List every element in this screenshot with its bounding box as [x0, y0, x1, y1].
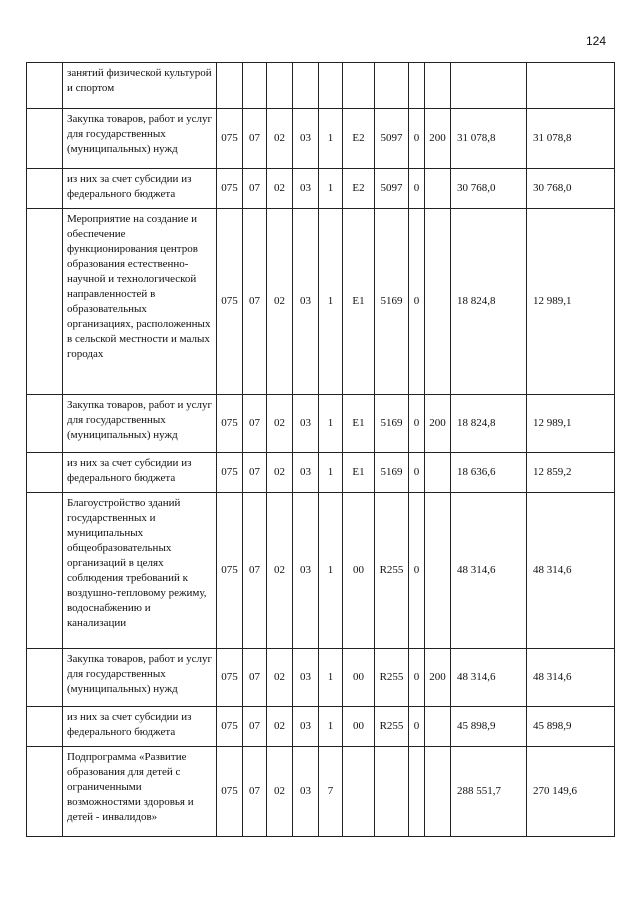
- subsection-code-cell: 02: [267, 493, 293, 649]
- program-code-cell: 03: [293, 707, 319, 747]
- amount-actual-cell: 12 859,2: [527, 453, 615, 493]
- subdirection-code-cell: [409, 63, 425, 109]
- subdirection-code-cell: [409, 747, 425, 837]
- row-name-cell: из них за счет субсидии из федерального бюджета: [63, 169, 217, 209]
- table-row: [27, 747, 615, 837]
- event-code-cell: E1: [343, 209, 375, 395]
- direction-code-cell: 5169: [375, 395, 409, 453]
- expense-type-code-cell: 200: [425, 109, 451, 169]
- event-code-cell: E2: [343, 169, 375, 209]
- row-name-cell: Закупка товаров, работ и услуг для государственных (муниципальных) нужд: [63, 649, 217, 707]
- amount-actual-cell: 48 314,6: [527, 649, 615, 707]
- expense-type-code-cell: [425, 747, 451, 837]
- table-row: [27, 209, 615, 395]
- row-margin-cell: [27, 649, 63, 707]
- subdirection-code-cell: 0: [409, 169, 425, 209]
- row-name-cell: Подпрограмма «Развитие образования для детей с ограниченными возможностями здоровья и детей - инвалидов»: [63, 747, 217, 837]
- subdirection-code-cell: 0: [409, 707, 425, 747]
- amount-actual-cell: 45 898,9: [527, 707, 615, 747]
- amount-actual-cell: 12 989,1: [527, 209, 615, 395]
- subdirection-code-cell: 0: [409, 395, 425, 453]
- subprogram-code-cell: [319, 63, 343, 109]
- row-name-cell: из них за счет субсидии из федерального бюджета: [63, 453, 217, 493]
- admin-code-cell: [217, 63, 243, 109]
- subsection-code-cell: 02: [267, 169, 293, 209]
- section-code-cell: 07: [243, 209, 267, 395]
- row-margin-cell: [27, 209, 63, 395]
- amount-plan-cell: 45 898,9: [451, 707, 527, 747]
- section-code-cell: 07: [243, 707, 267, 747]
- program-code-cell: [293, 63, 319, 109]
- program-code-cell: 03: [293, 169, 319, 209]
- section-code-cell: 07: [243, 109, 267, 169]
- table-row: [27, 63, 615, 109]
- row-margin-cell: [27, 493, 63, 649]
- amount-plan-cell: 18 824,8: [451, 395, 527, 453]
- section-code-cell: 07: [243, 649, 267, 707]
- section-code-cell: 07: [243, 395, 267, 453]
- event-code-cell: 00: [343, 649, 375, 707]
- direction-code-cell: [375, 747, 409, 837]
- admin-code-cell: 075: [217, 169, 243, 209]
- subdirection-code-cell: 0: [409, 209, 425, 395]
- expense-type-code-cell: [425, 707, 451, 747]
- admin-code-cell: 075: [217, 209, 243, 395]
- amount-plan-cell: 288 551,7: [451, 747, 527, 837]
- subsection-code-cell: 02: [267, 453, 293, 493]
- section-code-cell: 07: [243, 493, 267, 649]
- admin-code-cell: 075: [217, 493, 243, 649]
- amount-actual-cell: 30 768,0: [527, 169, 615, 209]
- admin-code-cell: 075: [217, 109, 243, 169]
- admin-code-cell: 075: [217, 707, 243, 747]
- row-name-cell: Мероприятие на создание и обеспечение функционирования центров образования естественно-научной и технологической направленностей в образовательных организациях, расположенных в сельской местности и малых городах: [63, 209, 217, 395]
- direction-code-cell: 5169: [375, 209, 409, 395]
- table-row: [27, 395, 615, 453]
- row-margin-cell: [27, 109, 63, 169]
- expense-type-code-cell: [425, 169, 451, 209]
- subsection-code-cell: 02: [267, 747, 293, 837]
- expense-type-code-cell: 200: [425, 395, 451, 453]
- subprogram-code-cell: 1: [319, 395, 343, 453]
- subprogram-code-cell: 1: [319, 169, 343, 209]
- subprogram-code-cell: 1: [319, 109, 343, 169]
- table-row: [27, 707, 615, 747]
- amount-plan-cell: 48 314,6: [451, 649, 527, 707]
- direction-code-cell: R255: [375, 493, 409, 649]
- row-margin-cell: [27, 747, 63, 837]
- expense-type-code-cell: [425, 493, 451, 649]
- subprogram-code-cell: 1: [319, 453, 343, 493]
- row-margin-cell: [27, 169, 63, 209]
- subprogram-code-cell: 7: [319, 747, 343, 837]
- subsection-code-cell: 02: [267, 649, 293, 707]
- admin-code-cell: 075: [217, 649, 243, 707]
- program-code-cell: 03: [293, 109, 319, 169]
- expense-type-code-cell: [425, 453, 451, 493]
- row-margin-cell: [27, 453, 63, 493]
- row-margin-cell: [27, 707, 63, 747]
- event-code-cell: E1: [343, 395, 375, 453]
- row-name-cell: Закупка товаров, работ и услуг для государственных (муниципальных) нужд: [63, 395, 217, 453]
- amount-plan-cell: 48 314,6: [451, 493, 527, 649]
- row-name-cell: Благоустройство зданий государственных и муниципальных общеобразовательных организаций в целях соблюдения требований к воздушно-тепловому режиму, водоснабжению и канализации: [63, 493, 217, 649]
- table-row: [27, 649, 615, 707]
- subdirection-code-cell: 0: [409, 649, 425, 707]
- section-code-cell: 07: [243, 169, 267, 209]
- subsection-code-cell: 02: [267, 209, 293, 395]
- event-code-cell: 00: [343, 493, 375, 649]
- subsection-code-cell: 02: [267, 707, 293, 747]
- subprogram-code-cell: 1: [319, 493, 343, 649]
- amount-actual-cell: [527, 63, 615, 109]
- program-code-cell: 03: [293, 395, 319, 453]
- table-row: [27, 169, 615, 209]
- expense-type-code-cell: [425, 209, 451, 395]
- section-code-cell: 07: [243, 747, 267, 837]
- program-code-cell: 03: [293, 747, 319, 837]
- admin-code-cell: 075: [217, 453, 243, 493]
- direction-code-cell: R255: [375, 649, 409, 707]
- subprogram-code-cell: 1: [319, 707, 343, 747]
- admin-code-cell: 075: [217, 395, 243, 453]
- direction-code-cell: [375, 63, 409, 109]
- amount-plan-cell: [451, 63, 527, 109]
- event-code-cell: 00: [343, 707, 375, 747]
- program-code-cell: 03: [293, 493, 319, 649]
- amount-actual-cell: 48 314,6: [527, 493, 615, 649]
- subsection-code-cell: 02: [267, 395, 293, 453]
- subdirection-code-cell: 0: [409, 493, 425, 649]
- expense-type-code-cell: [425, 63, 451, 109]
- direction-code-cell: 5097: [375, 169, 409, 209]
- row-name-cell: занятий физической культурой и спортом: [63, 63, 217, 109]
- direction-code-cell: 5169: [375, 453, 409, 493]
- section-code-cell: 07: [243, 453, 267, 493]
- amount-plan-cell: 18 824,8: [451, 209, 527, 395]
- subprogram-code-cell: 1: [319, 649, 343, 707]
- subprogram-code-cell: 1: [319, 209, 343, 395]
- table-row: [27, 453, 615, 493]
- amount-actual-cell: 31 078,8: [527, 109, 615, 169]
- subdirection-code-cell: 0: [409, 109, 425, 169]
- subdirection-code-cell: 0: [409, 453, 425, 493]
- page-number: 124: [585, 34, 606, 48]
- direction-code-cell: R255: [375, 707, 409, 747]
- amount-plan-cell: 18 636,6: [451, 453, 527, 493]
- program-code-cell: 03: [293, 209, 319, 395]
- budget-table: [26, 62, 615, 837]
- event-code-cell: E1: [343, 453, 375, 493]
- direction-code-cell: 5097: [375, 109, 409, 169]
- table-row: [27, 493, 615, 649]
- section-code-cell: [243, 63, 267, 109]
- amount-actual-cell: 270 149,6: [527, 747, 615, 837]
- event-code-cell: [343, 63, 375, 109]
- admin-code-cell: 075: [217, 747, 243, 837]
- row-name-cell: Закупка товаров, работ и услуг для государственных (муниципальных) нужд: [63, 109, 217, 169]
- row-margin-cell: [27, 395, 63, 453]
- program-code-cell: 03: [293, 453, 319, 493]
- subsection-code-cell: 02: [267, 109, 293, 169]
- expense-type-code-cell: 200: [425, 649, 451, 707]
- row-margin-cell: [27, 63, 63, 109]
- amount-plan-cell: 30 768,0: [451, 169, 527, 209]
- program-code-cell: 03: [293, 649, 319, 707]
- amount-actual-cell: 12 989,1: [527, 395, 615, 453]
- subsection-code-cell: [267, 63, 293, 109]
- row-name-cell: из них за счет субсидии из федерального бюджета: [63, 707, 217, 747]
- amount-plan-cell: 31 078,8: [451, 109, 527, 169]
- table-row: [27, 109, 615, 169]
- event-code-cell: E2: [343, 109, 375, 169]
- event-code-cell: [343, 747, 375, 837]
